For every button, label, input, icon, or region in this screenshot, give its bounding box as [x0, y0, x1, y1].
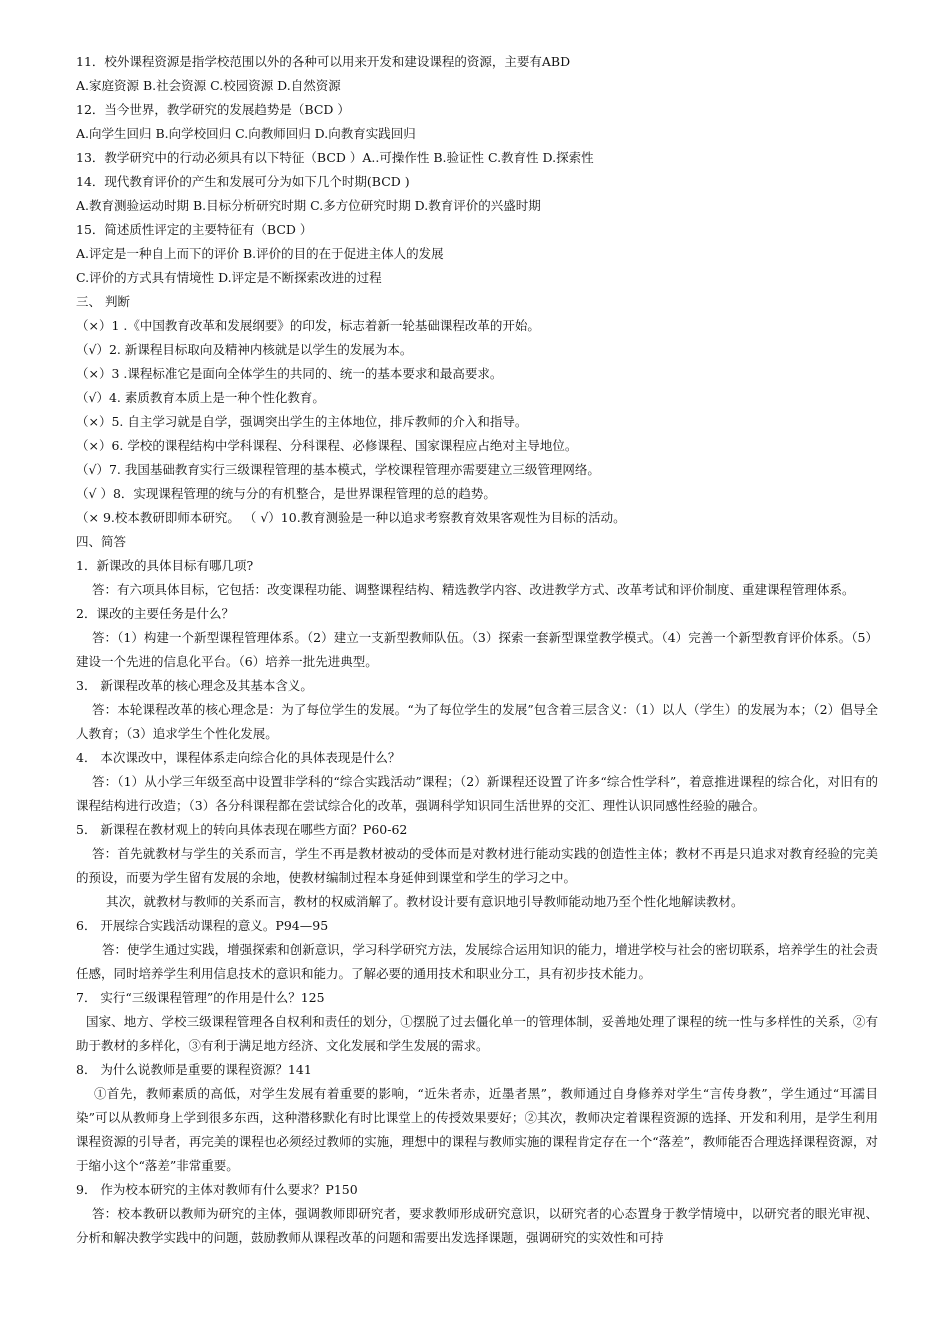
question-15: 15．简述质性评定的主要特征有（BCD ）: [76, 222, 313, 237]
short-answer-5-part-2: 其次，就教材与教师的关系而言，教材的权威消解了。教材设计要有意识地引导教师能动地乃至个性化地解读教材。: [106, 894, 744, 909]
judgment-item-3: （×）3 .课程标准它是面向全体学生的共同的、统一的基本要求和最高要求。: [76, 366, 503, 381]
judgment-item-1: （×）1 .《中国教育改革和发展纲要》的印发，标志着新一轮基础课程改革的开始。: [76, 318, 540, 333]
judgment-section: [76, 290, 878, 530]
question-15-options-cd: C.评价的方式具有情境性 D.评定是不断探索改进的过程: [76, 270, 382, 285]
question-15-options-ab: A.评定是一种自上而下的评价 B.评价的目的在于促进主体人的发展: [76, 246, 444, 261]
question-14: 14．现代教育评价的产生和发展可分为如下几个时期(BCD ): [76, 174, 410, 189]
short-question-9: 9． 作为校本研究的主体对教师有什么要求？P150: [76, 1182, 358, 1197]
judgment-item-8: （√ ）8．实现课程管理的统与分的有机整合，是世界课程管理的总的趋势。: [76, 486, 496, 501]
judgment-item-5: （×）5. 自主学习就是自学，强调突出学生的主体地位，排斥教师的介入和指导。: [76, 414, 528, 429]
short-answer-2: 答：（1）构建一个新型课程管理体系。（2）建立一支新型教师队伍。（3）探索一套新型课堂教学模式。（4）完善一个新型教育评价体系。（5）建设一个先进的信息化平台。（6）培养一批先进典型。: [76, 630, 878, 669]
section-heading-short-answer: 四、简答: [76, 534, 127, 549]
question-13: 13．教学研究中的行动必须具有以下特征（BCD ）A..可操作性 B.验证性 C.教育性 D.探索性: [76, 150, 594, 165]
short-answer-section: [76, 530, 878, 1250]
short-question-8: 8． 为什么说教师是重要的课程资源？141: [76, 1062, 312, 1077]
short-question-2: 2．课改的主要任务是什么？: [76, 606, 234, 621]
short-question-5: 5． 新课程在教材观上的转向具体表现在哪些方面？P60-62: [76, 822, 408, 837]
short-answer-8: ①首先，教师素质的高低，对学生发展有着重要的影响，“近朱者赤，近墨者黑”，教师通过自身修养对学生“言传身教”，学生通过“耳濡目染”可以从教师身上学到很多东西，这种潜移默化有时比课堂上的传授效果要好；②其次，教师决定着课程资源的选择、开发和利用，是学生利用课程资源的引导者，再完美的课程也必须经过教师的实施，理想中的课程与教师实施的课程肯定存在一个“落差”，教师能否合理选择课程资源，对于缩小这个“落差”非常重要。: [76, 1086, 878, 1173]
short-answer-5-part-1: 答：首先就教材与学生的关系而言，学生不再是教材被动的受体而是对教材进行能动实践的创造性主体；教材不再是只追求对教育经验的完美的预设，而要为学生留有发展的余地，使教材编制过程本身延伸到课堂和学生的学习之中。: [76, 846, 878, 885]
short-answer-7: 国家、地方、学校三级课程管理各自权利和责任的划分，①摆脱了过去僵化单一的管理体制，妥善地处理了课程的统一性与多样性的关系，②有助于教材的多样化，③有利于满足地方经济、文化发展和学生发展的需求。: [76, 1014, 878, 1053]
short-question-7: 7． 实行“三级课程管理”的作用是什么？125: [76, 990, 325, 1005]
short-answer-1: 答：有六项具体目标，它包括：改变课程功能、调整课程结构、精选教学内容、改进教学方式、改革考试和评价制度、重建课程管理体系。: [92, 582, 855, 597]
short-answer-6: 答：使学生通过实践，增强探索和创新意识，学习科学研究方法，发展综合运用知识的能力，增进学校与社会的密切联系，培养学生的社会责任感，同时培养学生利用信息技术的意识和能力。了解必要的通用技术和职业分工，具有初步技术能力。: [76, 942, 878, 981]
section-heading-judgment: 三、 判断: [76, 294, 130, 309]
question-12: 12．当今世界，教学研究的发展趋势是（BCD ）: [76, 102, 350, 117]
question-11-options: A.家庭资源 B.社会资源 C.校园资源 D.自然资源: [76, 78, 341, 93]
question-11: 11．校外课程资源是指学校范围以外的各种可以用来开发和建设课程的资源，主要有ABD: [76, 54, 571, 69]
question-12-options: A.向学生回归 B.向学校回归 C.向教师回归 D.向教育实践回归: [76, 126, 416, 141]
short-answer-9: 答：校本教研以教师为研究的主体，强调教师即研究者，要求教师形成研究意识，以研究者的心态置身于教学情境中，以研究者的眼光审视、分析和解决教学实践中的问题，鼓励教师从课程改革的问题和需要出发选择课题，强调研究的实效性和可持: [76, 1206, 878, 1245]
short-answer-4: 答：（1）从小学三年级至高中设置非学科的“综合实践活动”课程；（2）新课程还设置了许多“综合性学科”，着意推进课程的综合化，对旧有的课程结构进行改造；（3）各分科课程都在尝试综合化的改革，强调科学知识同生活世界的交汇、理性认识同感性经验的融合。: [76, 774, 878, 813]
judgment-item-9-10: （× 9.校本教研即师本研究。 （ √）10.教育测验是一种以追求考察教育效果客观性为目标的活动。: [76, 510, 626, 525]
multiple-choice-section: [76, 50, 878, 290]
judgment-item-7: （√）7. 我国基础教育实行三级课程管理的基本模式，学校课程管理亦需要建立三级管理网络。: [76, 462, 600, 477]
short-question-4: 4． 本次课改中，课程体系走向综合化的具体表现是什么？: [76, 750, 401, 765]
short-answer-3: 答：本轮课程改革的核心理念是：为了每位学生的发展。“为了每位学生的发展”包含着三层含义：（1）以人（学生）的发展为本；（2）倡导全人教育；（3）追求学生个性化发展。: [76, 702, 878, 741]
judgment-item-4: （√）4. 素质教育本质上是一种个性化教育。: [76, 390, 325, 405]
judgment-item-2: （√）2. 新课程目标取向及精神内核就是以学生的发展为本。: [76, 342, 413, 357]
judgment-item-6: （×）6. 学校的课程结构中学科课程、分科课程、必修课程、国家课程应占绝对主导地位。: [76, 438, 578, 453]
short-question-6: 6． 开展综合实践活动课程的意义。P94—95: [76, 918, 329, 933]
question-14-options: A.教育测验运动时期 B.目标分析研究时期 C.多方位研究时期 D.教育评价的兴盛时期: [76, 198, 541, 213]
short-question-1: 1．新课改的具体目标有哪几项?: [76, 558, 254, 573]
short-question-3: 3． 新课程改革的核心理念及其基本含义。: [76, 678, 313, 693]
